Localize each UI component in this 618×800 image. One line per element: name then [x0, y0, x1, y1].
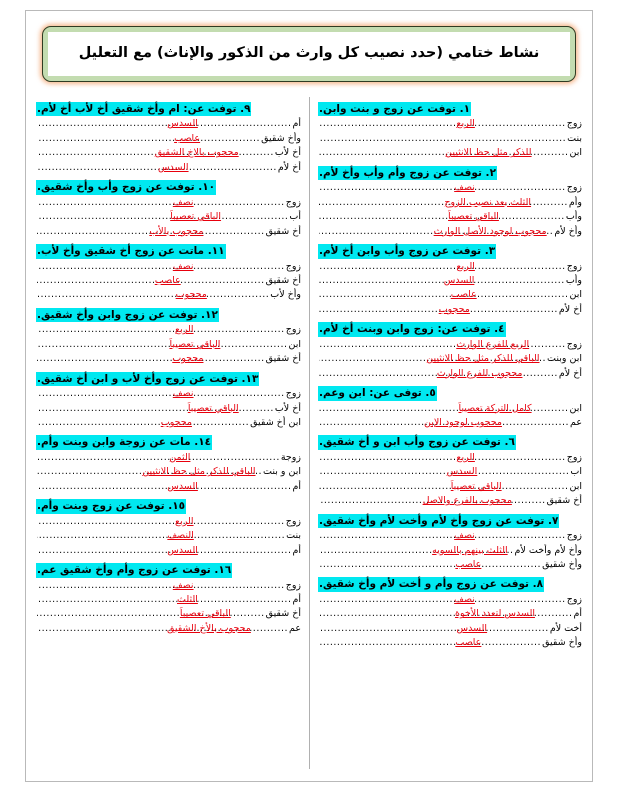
answer-row [36, 607, 301, 621]
question-block [36, 239, 301, 303]
answer-row [318, 303, 582, 317]
dotted-answer-line[interactable] [37, 544, 291, 558]
question-heading-line [36, 97, 301, 117]
question-heading-line [36, 303, 301, 323]
question-heading: ٦. توفت عن زوج وأب ابن و أخ شقيق. [319, 436, 515, 449]
question-heading: ١٢. توفت عن زوج وابن وأخ شقيق. [37, 308, 218, 321]
answer-value: ..... محجوب [438, 303, 470, 315]
question-block [36, 558, 301, 636]
answer-value: ..... الربع [175, 515, 194, 527]
answer-row [36, 225, 301, 239]
dotted-answer-line[interactable] [37, 593, 291, 607]
dotted-answer-line[interactable] [319, 117, 566, 131]
answer-value: ..... نصف [172, 388, 194, 400]
answer-row [36, 465, 301, 479]
answer-row [36, 579, 301, 593]
answer-row [318, 260, 582, 274]
answer-value: ..... الباقي تعصيباً [448, 211, 499, 223]
heir-label: وأخ شقيق [542, 637, 582, 649]
answer-row [36, 323, 301, 337]
answer-row [318, 465, 582, 479]
dotted-answer-line[interactable] [37, 451, 280, 465]
dotted-answer-line[interactable] [319, 480, 568, 494]
heir-label: أخ شقيق [265, 608, 301, 620]
question-heading-line [318, 97, 582, 117]
two-column-body [28, 97, 590, 769]
dotted-answer-line[interactable] [319, 607, 572, 621]
dotted-answer-line[interactable] [319, 196, 568, 210]
answer-value: ..... نصف [172, 196, 194, 208]
heir-label: بنت [286, 530, 301, 542]
header-banner [42, 26, 576, 82]
dotted-answer-line[interactable] [319, 181, 566, 195]
question-block [36, 303, 301, 367]
answer-value: ..... الربع [456, 260, 475, 272]
answer-value: ..... نصف [454, 530, 475, 542]
answer-row [36, 274, 301, 288]
question-block [318, 161, 582, 239]
heir-label: أخ لأب [274, 147, 301, 159]
heir-label: أم [573, 608, 582, 620]
dotted-answer-line[interactable] [319, 636, 541, 650]
answer-value: ..... عاصب [174, 132, 201, 144]
heir-label: زوجة [280, 451, 301, 463]
heir-label: وأخ شقيق [542, 559, 582, 571]
answer-row [318, 494, 582, 508]
answer-value: ..... محجوب بالأخ الشقيق [166, 622, 251, 634]
dotted-answer-line[interactable] [37, 465, 262, 479]
dotted-answer-line[interactable] [37, 416, 249, 430]
heir-label: زوج [566, 530, 582, 542]
heir-label: أخ لأم [558, 303, 582, 315]
dotted-answer-line[interactable] [37, 579, 285, 593]
heir-label: ابن وبنت [547, 353, 582, 365]
heir-label: أم [292, 118, 301, 130]
answer-value: ..... الربع [456, 451, 475, 463]
heir-label: ابن [569, 402, 582, 414]
heir-label: أخ شقيق [265, 225, 301, 237]
answer-value: ..... الباقي تعصيباً [187, 402, 239, 414]
heir-label: ابن [569, 480, 582, 492]
heir-label: ابن [569, 289, 582, 301]
answer-row [318, 117, 582, 131]
answer-row [36, 161, 301, 175]
answer-row [36, 451, 301, 465]
dotted-answer-line[interactable] [37, 132, 260, 146]
dotted-answer-line[interactable] [319, 622, 549, 636]
answer-value: ..... الباقي تعصيباً [450, 480, 502, 492]
dotted-answer-line[interactable] [37, 288, 269, 302]
dotted-answer-line[interactable] [319, 416, 569, 430]
answer-row [36, 387, 301, 401]
answer-row [318, 402, 582, 416]
answer-row [318, 622, 582, 636]
heir-label: وأخ لأم [554, 225, 582, 237]
question-heading-line [36, 430, 301, 450]
dotted-answer-line[interactable] [319, 210, 565, 224]
question-heading-line [318, 317, 582, 337]
heir-label: بنت [567, 132, 582, 144]
heir-label: أم [292, 544, 301, 556]
answer-row [36, 480, 301, 494]
heir-label: زوج [566, 593, 582, 605]
answer-value: ..... محجوب للفرع الوارث [436, 367, 523, 379]
dotted-answer-line[interactable] [37, 146, 274, 160]
answer-value: ..... السدس [167, 544, 198, 556]
answer-value: ..... الربع [456, 118, 475, 130]
dotted-answer-line[interactable] [319, 274, 565, 288]
answer-row [318, 196, 582, 210]
heir-label: أخ شقيق [265, 274, 301, 286]
answer-row [36, 529, 301, 543]
answer-row [318, 288, 582, 302]
question-block [36, 97, 301, 175]
dotted-answer-line[interactable] [37, 196, 285, 210]
page-title: نشاط ختامي (حدد نصيب كل وارث من الذكور والإناث) مع التعليل [78, 45, 540, 62]
answer-value: ..... عاصب [455, 637, 482, 649]
dotted-answer-line[interactable] [37, 117, 291, 131]
dotted-answer-line[interactable] [37, 161, 277, 175]
answer-row [318, 416, 582, 430]
answer-row [36, 288, 301, 302]
question-heading-line [318, 161, 582, 181]
answer-row [36, 622, 301, 636]
heir-label: وأم [568, 196, 582, 208]
question-heading: ٧. توفت عن زوج وأخ لأم وأخت لأم وأخ شقيق. [319, 514, 559, 527]
heir-label: ابن أخ شقيق [250, 416, 301, 428]
answer-value: ..... الباقي تعصيباً [170, 211, 222, 223]
heir-label: أم [292, 480, 301, 492]
answer-value: ..... الثمن [169, 451, 191, 463]
answer-row [36, 352, 301, 366]
answer-row [318, 480, 582, 494]
answer-value: ..... الباقي للذكر مثل حظ الانثيين [142, 466, 256, 478]
answer-value: ..... الربع [175, 324, 194, 336]
heir-label: أخ لأم [277, 161, 301, 173]
heir-label: أخ شقيق [546, 495, 582, 507]
dotted-answer-line[interactable] [37, 323, 285, 337]
dotted-answer-line[interactable] [319, 225, 553, 239]
question-heading: ١٤. مات عن زوجة وابن وبنت وأم. [37, 436, 212, 449]
answer-value: ..... الثلث بينهم بالسويه [432, 544, 508, 556]
answer-row [318, 607, 582, 621]
dotted-answer-line[interactable] [37, 402, 274, 416]
question-heading: ٥. توفى عن: ابن وعم. [319, 387, 436, 400]
heir-label: عم [289, 622, 301, 634]
answer-row [318, 544, 582, 558]
answer-value: ..... محجوب بالاخ الشقيق [154, 147, 239, 159]
answer-row [36, 260, 301, 274]
answer-value: ..... كامل التركة تعصيباً [458, 402, 532, 414]
heir-label: زوج [285, 196, 301, 208]
answer-value: ..... النصف [167, 530, 194, 542]
question-block [36, 367, 301, 431]
question-heading: ٨. توفت عن زوج وأم و أخت لأم وأخ شقيق. [319, 578, 544, 591]
heir-label: أخت لأم [549, 622, 582, 634]
answer-value: ..... الربع للفرع الوارث [456, 338, 530, 350]
heir-label: وأخ شقيق [261, 132, 301, 144]
dotted-answer-line[interactable] [319, 544, 514, 558]
dotted-answer-line[interactable] [319, 451, 566, 465]
question-heading: ٤. توفت عن: زوج وابن وبنت أخ لأم. [319, 323, 505, 336]
answer-row [318, 338, 582, 352]
answer-value: ..... نصف [172, 260, 194, 272]
answer-value: ..... محجوب لوجود الإبن [424, 416, 502, 428]
question-heading: ١. توفت عن زوج و بنت وابن. [319, 103, 470, 115]
answer-row [318, 451, 582, 465]
answer-value: ..... السدس [167, 480, 198, 492]
answer-row [318, 352, 582, 366]
question-block [36, 494, 301, 558]
question-heading-line [36, 558, 301, 578]
heir-label: أخ شقيق [265, 353, 301, 365]
question-block [318, 381, 582, 430]
question-heading: ١٣. توفت عن زوج وأخ لأب و ابن أخ شقيق. [37, 372, 259, 385]
dotted-answer-line[interactable] [37, 338, 287, 352]
answer-row [318, 367, 582, 381]
question-block [318, 239, 582, 317]
dotted-answer-line[interactable] [37, 622, 288, 636]
dotted-answer-line[interactable] [319, 465, 569, 479]
dotted-answer-line[interactable] [37, 529, 285, 543]
heir-label: زوج [285, 260, 301, 272]
column-right [309, 97, 590, 769]
answer-row [318, 529, 582, 543]
question-heading: ١٦. توفت عن زوج وأم وأخ شقيق عم. [37, 564, 232, 577]
answer-row [318, 132, 582, 146]
answer-value: ..... السدس [456, 622, 488, 634]
question-block [318, 509, 582, 573]
dotted-answer-line[interactable] [37, 352, 265, 366]
answer-value: ..... السدس [167, 118, 198, 130]
question-heading-line [318, 381, 582, 401]
answer-value: ..... نصف [454, 593, 475, 605]
heir-label: عم [570, 416, 582, 428]
answer-row [318, 181, 582, 195]
heir-label: زوج [566, 338, 582, 350]
dotted-answer-line[interactable] [319, 146, 568, 160]
question-block [318, 97, 582, 161]
answer-value: ..... الباقي للذكر مثل حظ الانثيين [426, 353, 540, 365]
dotted-answer-line[interactable] [319, 494, 546, 508]
heir-label: أب [289, 211, 301, 223]
heir-label: زوج [566, 451, 582, 463]
answer-row [36, 210, 301, 224]
heir-label: أخ لأب [274, 402, 301, 414]
answer-value: ..... محجوب [175, 289, 207, 301]
question-block [318, 317, 582, 381]
question-block [318, 430, 582, 508]
heir-label: زوج [285, 515, 301, 527]
answer-value: ..... للذكر مثل حظ الانثيين [445, 147, 532, 159]
question-heading-line [318, 509, 582, 529]
answer-value: ..... الباقي تعصيباً [179, 608, 231, 620]
answer-row [36, 117, 301, 131]
dotted-answer-line[interactable] [37, 607, 265, 621]
answer-value: ..... محجوب لوجود الأصل الوارث [433, 225, 547, 237]
dotted-answer-line[interactable] [319, 402, 568, 416]
question-heading-line [318, 239, 582, 259]
heir-label: ابن [569, 147, 582, 159]
answer-value: ..... السدس [157, 161, 189, 173]
answer-row [36, 146, 301, 160]
question-heading: ١٥. توفت عن زوج وبنت وأم. [37, 500, 186, 513]
answer-row [36, 416, 301, 430]
heir-label: وأب [565, 211, 582, 223]
answer-value: ..... السدس [443, 274, 475, 286]
answer-value: ..... عاصب [450, 289, 477, 301]
question-heading-line [36, 494, 301, 514]
dotted-answer-line[interactable] [319, 338, 566, 352]
heir-label: وأخ لأم وأخت لأم [514, 544, 582, 556]
answer-row [318, 146, 582, 160]
answer-row [36, 544, 301, 558]
answer-row [36, 196, 301, 210]
heir-label: وأخ لأب [270, 289, 301, 301]
heir-label: أخ لأم [558, 367, 582, 379]
answer-value: ..... محجوب بالفرع والاصل [422, 495, 512, 507]
answer-value: ..... السدس لتعدد الأخوة [454, 608, 535, 620]
answer-row [36, 515, 301, 529]
dotted-answer-line[interactable] [319, 288, 568, 302]
question-heading-line [318, 430, 582, 450]
dotted-answer-line[interactable] [37, 210, 288, 224]
dotted-answer-line[interactable] [319, 529, 566, 543]
heir-label: زوج [285, 324, 301, 336]
heir-label: زوج [566, 118, 582, 130]
dotted-answer-line[interactable] [37, 515, 285, 529]
heir-label: ابن و بنت [263, 466, 301, 478]
heir-label: وأب [565, 274, 582, 286]
answer-value: ..... نصف [454, 182, 475, 194]
heir-label: زوج [285, 579, 301, 591]
question-heading-line [36, 367, 301, 387]
heir-label: زوج [566, 182, 582, 194]
dotted-answer-line[interactable] [319, 260, 566, 274]
answer-value: ..... عاصب [154, 274, 181, 286]
dotted-answer-line[interactable] [37, 225, 265, 239]
question-heading: ٣. توفت عن زوج وأب وابن أخ لأم. [319, 245, 496, 258]
dotted-answer-line[interactable] [37, 480, 291, 494]
question-heading-line [318, 572, 582, 592]
dotted-answer-line[interactable] [319, 303, 558, 317]
answer-value: ..... نصف [172, 579, 194, 591]
dotted-answer-line[interactable] [319, 558, 541, 572]
question-heading: ٢. توفت عن زوج وأم وأب وأخ لأم. [319, 166, 496, 179]
dotted-answer-line[interactable] [37, 274, 265, 288]
question-heading-line [36, 175, 301, 195]
answer-value: ..... محجوب [172, 353, 204, 365]
answer-value: ..... محجوب [160, 416, 192, 428]
answer-value: ..... الثلث بعد نصيب الزوج [444, 196, 532, 208]
header-inner-box [48, 32, 570, 76]
dotted-answer-line[interactable] [37, 387, 285, 401]
question-heading-line [36, 239, 301, 259]
dotted-answer-line[interactable] [319, 367, 558, 381]
answer-row [36, 593, 301, 607]
answer-value: ..... محجوب بالأب [149, 225, 204, 237]
question-heading: ٩. توفت عن: ام وأخ شقيق أخ لأب أخ لأم. [37, 103, 251, 115]
dotted-answer-line[interactable] [319, 352, 546, 366]
answer-row [318, 225, 582, 239]
answer-row [318, 274, 582, 288]
heir-label: اب [570, 466, 582, 478]
heir-label: أم [292, 593, 301, 605]
column-left [28, 97, 309, 769]
answer-row [36, 338, 301, 352]
question-block [318, 572, 582, 650]
answer-row [318, 210, 582, 224]
answer-row [318, 558, 582, 572]
question-block [36, 175, 301, 239]
heir-label: زوج [285, 388, 301, 400]
heir-label: زوج [566, 260, 582, 272]
answer-value: ..... الثلث [177, 593, 198, 605]
dotted-answer-line[interactable] [37, 260, 285, 274]
answer-row [36, 132, 301, 146]
dotted-answer-line[interactable] [319, 593, 566, 607]
question-heading: ١١. ماتت عن زوج أخ شقيق وأخ لأب. [37, 245, 225, 258]
answer-row [318, 593, 582, 607]
answer-value: ..... الباقي تعصيباً [169, 338, 221, 350]
dotted-answer-line[interactable] [319, 132, 566, 146]
question-heading: ١٠. توفت عن زوج وأب وأخ شقيق. [37, 181, 216, 194]
answer-value: ..... السدس [446, 466, 478, 478]
question-block [36, 430, 301, 494]
answer-row [36, 402, 301, 416]
answer-value: ..... عاصب [455, 559, 482, 571]
answer-row [318, 636, 582, 650]
heir-label: ابن [288, 338, 301, 350]
